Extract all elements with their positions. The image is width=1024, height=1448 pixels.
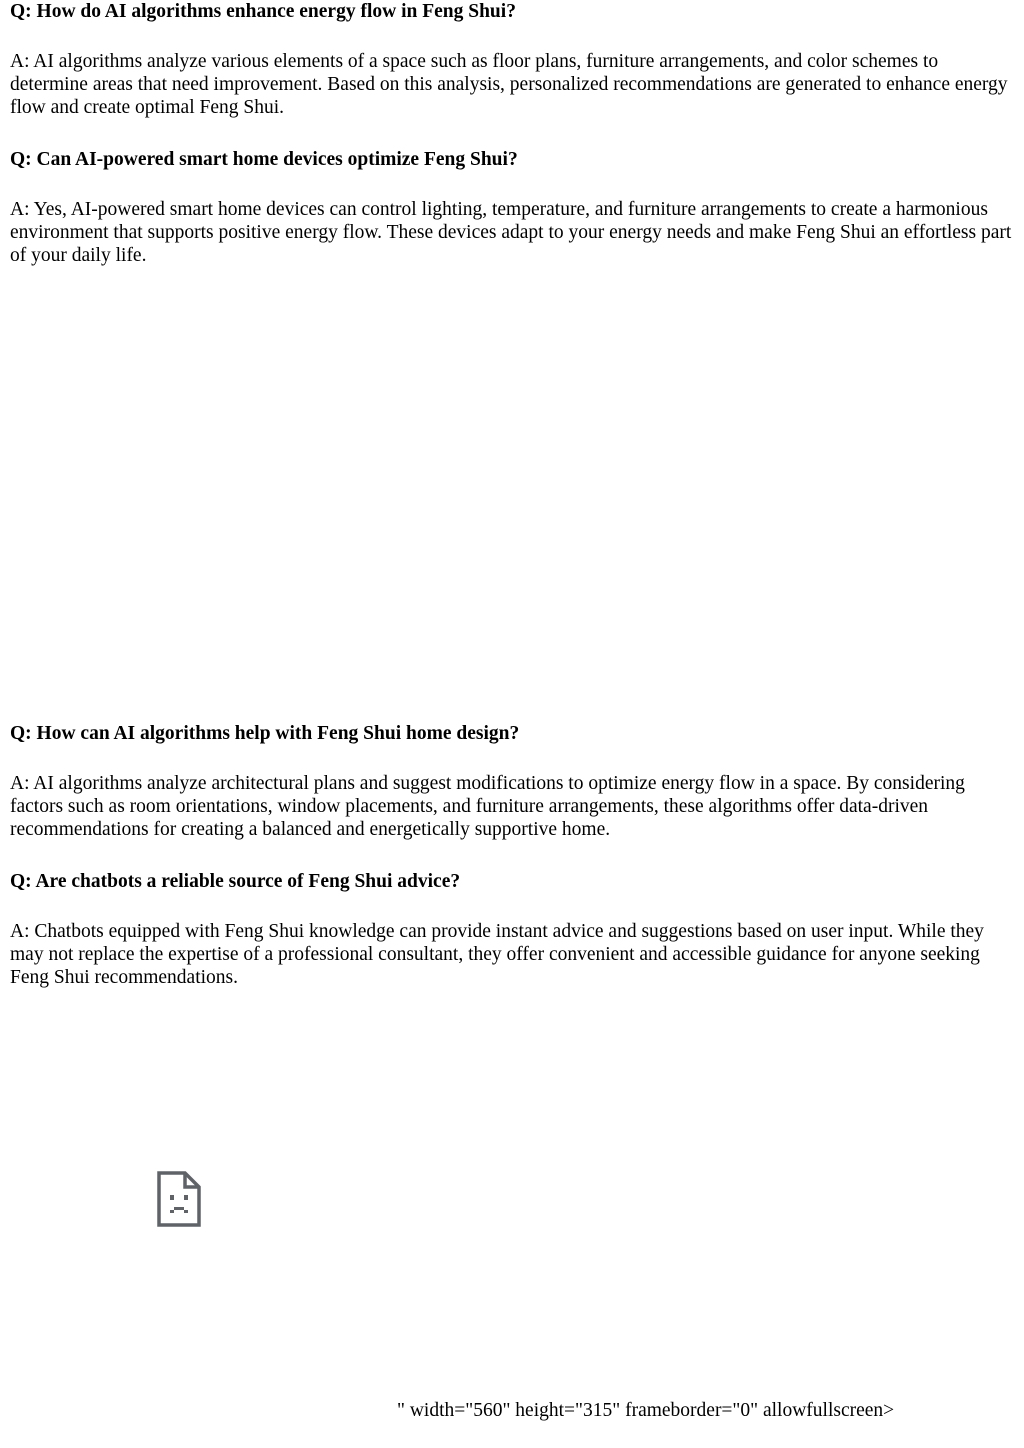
faq-item (10, 870, 1015, 989)
faq-answer: A: Yes, AI-powered smart home devices can control lighting, temperature, and furniture arrangements to create a harmonious environment that supports positive energy flow. These devices adapt to your energy needs and make Feng Shui an effortless part of your daily life. (10, 199, 1012, 266)
broken-document-icon (157, 1171, 201, 1227)
stray-embed-text: " width="560" height="315" frameborder="0" allowfullscreen> (397, 1400, 895, 1421)
faq-answer: A: Chatbots equipped with Feng Shui knowledge can provide instant advice and suggestions based on user input. While they may not replace the expertise of a professional consultant, they offer convenient and accessible guidance for anyone seeking Feng Shui recommendations. (10, 921, 984, 988)
faq-item (10, 0, 1015, 119)
faq-item (10, 722, 1015, 841)
faq-item (10, 148, 1015, 267)
faq-question: Q: Are chatbots a reliable source of Feng Shui advice? (10, 871, 461, 892)
faq-question: Q: How can AI algorithms help with Feng Shui home design? (10, 723, 520, 744)
faq-question: Q: How do AI algorithms enhance energy flow in Feng Shui? (10, 1, 516, 22)
faq-answer: A: AI algorithms analyze various elements of a space such as floor plans, furniture arrangements, and color schemes to determine areas that need improvement. Based on this analysis, personalized recommendations are generated to enhance energy flow and create optimal Feng Shui. (10, 51, 1008, 118)
faq-answer: A: AI algorithms analyze architectural plans and suggest modifications to optimize energy flow in a space. By considering factors such as room orientations, window placements, and furniture arrangements, these algorithms offer data-driven recommendations for creating a balanced and energetically supportive home. (10, 773, 965, 840)
faq-question: Q: Can AI-powered smart home devices optimize Feng Shui? (10, 149, 518, 170)
